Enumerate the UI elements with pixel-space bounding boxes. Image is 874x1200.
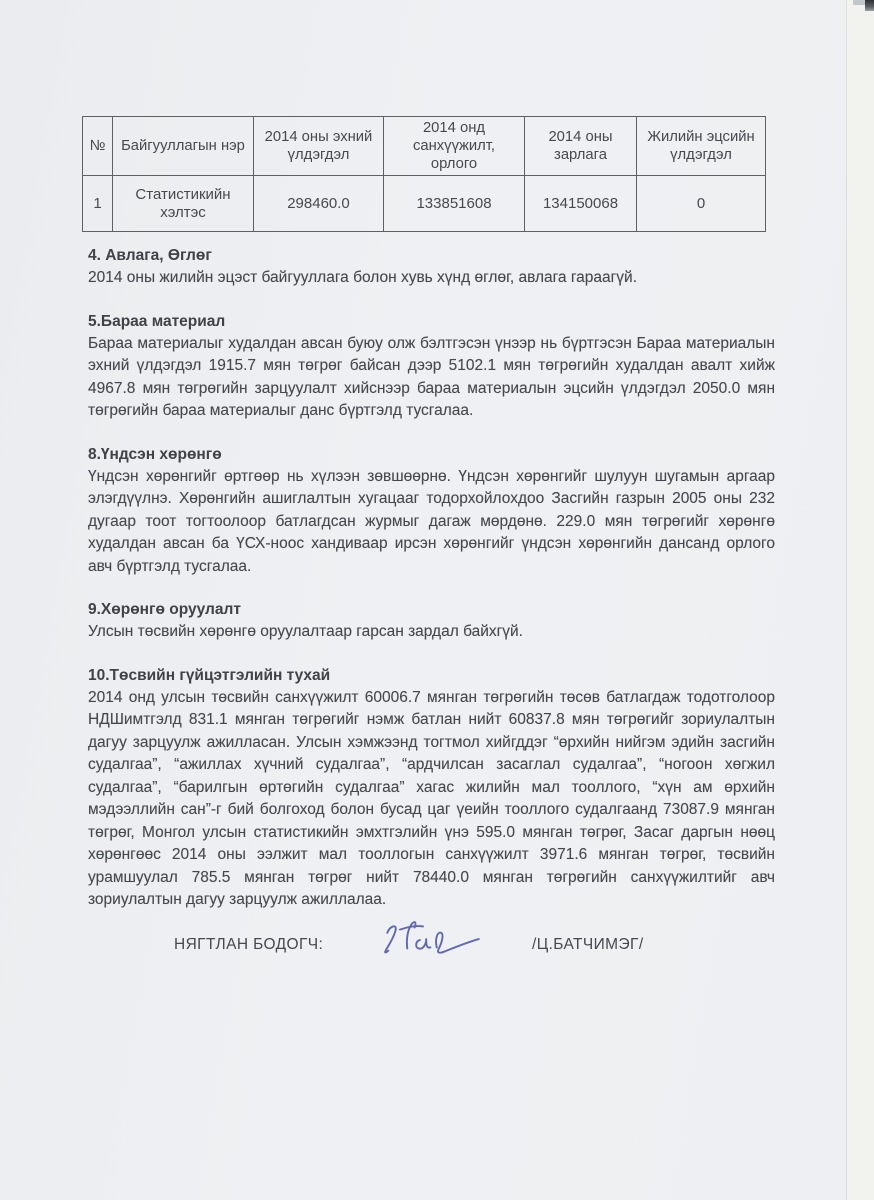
handwritten-signature [382,918,482,958]
scan-corner-artifact-2 [853,0,865,5]
col-closing-balance: Жилийн эцсийн үлдэгдэл [637,117,766,176]
section-heading: 8.Үндсэн хөрөнгө [88,445,222,463]
section-body: 2014 оны жилийн эцэст байгууллага болон хувь хүнд өглөг, авлага гараагүй. [88,269,638,286]
section-receivables-payables [88,244,775,290]
cell-expenditure: 134150068 [525,176,637,232]
col-opening-balance: 2014 оны эхний үлдэгдэл [254,117,384,176]
cell-number: 1 [83,176,113,232]
table-header-row [83,117,766,176]
scan-corner-artifact [865,0,874,11]
section-budget-execution [88,664,775,912]
section-heading: 4. Авлага, Өглөг [88,247,212,264]
accountant-label: НЯГТЛАН БОДОГЧ: [174,935,324,953]
table-row [83,176,766,232]
col-financing-income: 2014 онд санхүүжилт, орлого [384,117,525,176]
section-inventory [88,310,775,423]
section-investment [88,598,775,644]
cell-closing-balance: 0 [637,176,766,232]
document-content [88,116,775,988]
cell-organization: Статистикийн хэлтэс [113,176,254,232]
section-body: Бараа материалыг худалдан авсан буюу олж бэлтгэсэн үнээр нь бүртгэсэн Бараа материалын эхний үлдэгдэл 1915.7 мян төгрөг байсан дээр 5102.1 мян төгрөгийн худалдан авалт хийж 4967.8 мян төгрөгийн зарцуулалт хийснээр бараа материалын эцсийн үлдэгдэл 2050.0 мян төгрөгийн бараа материалыг данс бүртгэлд тусгалаа. [88,334,775,419]
cell-financing-income: 133851608 [384,176,525,232]
budget-summary-table [82,116,766,232]
col-expenditure: 2014 оны зарлага [525,117,637,176]
col-number: № [83,117,113,176]
section-heading: 9.Хөрөнгө оруулалт [88,601,241,618]
scan-edge-strip [846,0,874,1200]
section-heading: 10.Төсвийн гүйцэтгэлийн тухай [88,666,331,684]
section-body: Улсын төсвийн хөрөнгө оруулалтаар гарсан зардал байхгүй. [88,623,523,640]
signature-block [88,926,775,988]
col-organization: Байгууллагын нэр [113,117,254,176]
section-body: Үндсэн хөрөнгийг өртгөөр нь хүлээн зөвшөөрнө. Үндсэн хөрөнгийг шулуун шугамын аргаар элэгдүүлнэ. Хөрөнгийн ашиглалтын хугацааг тодорхойлохдоо Засгийн газрын 2005 оны 232 дугаар тоот тогтоолоор батлагдсан журмыг дагаж мөрдөнө. 229.0 мян төгрөгийг хөрөнгө худалдан авсан ба ҮСХ-ноос хандиваар ирсэн хөрөнгийг үндсэн хөрөнгийн дансанд орлого авч бүртгэлд тусгалаа. [88,467,775,575]
section-body: 2014 онд улсын төсвийн санхүүжилт 60006.7 мянган төгрөгийн төсөв батлагдаж тодотголоор НДШимтгэлд 831.1 мянган төгрөгийг нэмж батлан нийт 60837.8 мян төгрөгийг зориулалтын дагуу зарцуулж ажилласан. Улсын хэмжээнд тогтмол хийгддэг “өрхийн нийгэм эдийн засгийн судалгаа”, “ажиллах хүчний судалгаа”, “ардчилсан засаглал судалгаа”, “ногоон хөгжил судалгаа”, “барилгын өртөгийн судалгаа” хагас жилийн мал тооллого, “хүн ам өрхийн мэдээллийн сан”-г бий болгоход болон бусад цаг үеийн тооллого судалгаанд 73087.9 мянган төгрөг, Монгол улсын статистикийн эмхтгэлийн үнэ 595.0 мянган төгрөг, Засаг даргын нөөц хөрөнгөөс 2014 оны ээлжит мал тооллогын санхүүжилт 3971.6 мянган төгрөг, төсвийн урамшуулал 785.5 мянган төгрөг нийт 78440.0 мянган төгрөгийн санхүүжилтийг авч зориулалтын дагуу зарцуулж ажиллалаа. [88,688,775,908]
cell-opening-balance: 298460.0 [254,176,384,232]
section-fixed-assets [88,443,775,579]
accountant-name: /Ц.БАТЧИМЭГ/ [532,935,644,953]
section-heading: 5.Бараа материал [88,312,226,330]
